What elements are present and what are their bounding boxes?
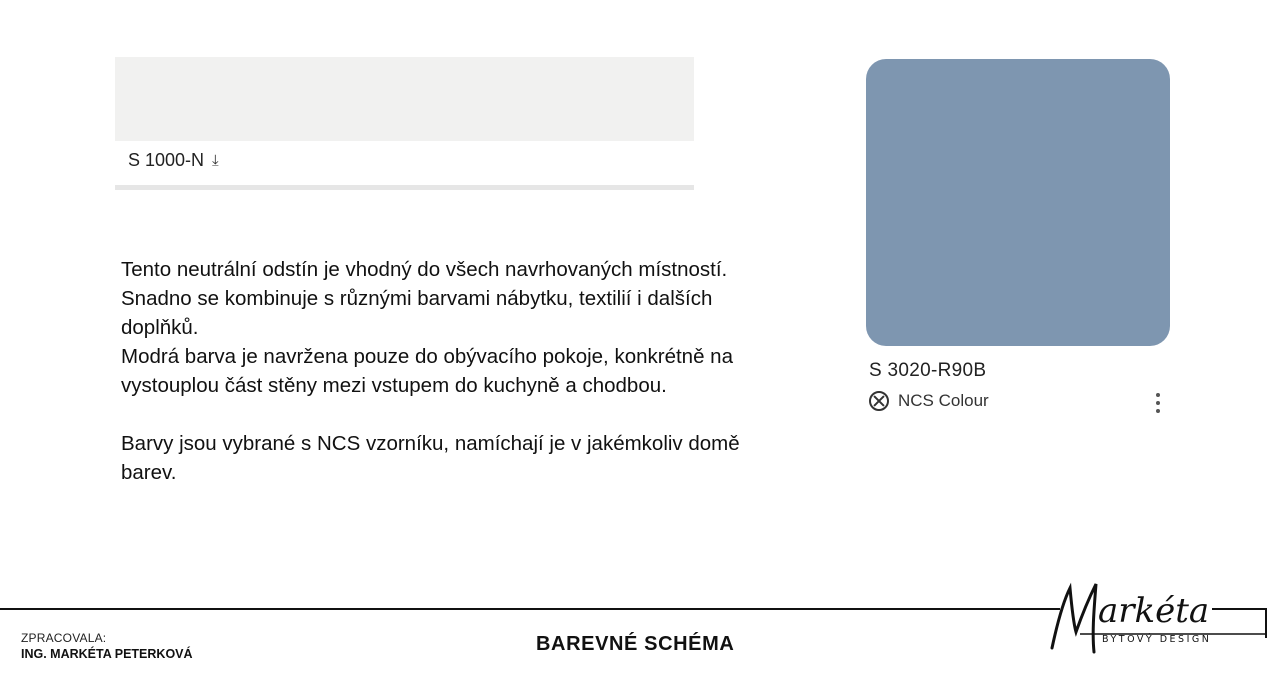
brand-logo — [1040, 570, 1270, 670]
swatch-s1000n-label[interactable] — [128, 150, 219, 171]
footer-divider — [0, 608, 1060, 610]
page-title: BAREVNÉ SCHÉMA — [536, 633, 735, 655]
ncs-logo-icon — [869, 391, 889, 411]
swatch-s1000n-code: S 1000-N — [128, 150, 205, 170]
author-name: ING. MARKÉTA PETERKOVÁ — [21, 647, 193, 661]
svg-text:arkéta: arkéta — [1098, 591, 1210, 631]
ncs-source-label: NCS Colour — [898, 391, 989, 410]
note-line: Barvy jsou vybrané s NCS vzorníku, namíchají je v jakémkoliv domě — [121, 432, 740, 455]
swatch-s3020-r90b-code: S 3020-R90B — [869, 360, 987, 381]
description-line: Snadno se kombinuje s různými barvami nábytku, textilií i dalších — [121, 287, 713, 310]
note-line: barev. — [121, 461, 177, 484]
description-line: vystouplou část stěny mezi vstupem do kuchyně a chodbou. — [121, 374, 667, 397]
description-line: Modrá barva je navržena pouze do obývacího pokoje, konkrétně na — [121, 345, 733, 368]
description-line: Tento neutrální odstín je vhodný do všech navrhovaných místností. — [121, 258, 728, 281]
swatch-divider — [115, 185, 694, 190]
author-label: ZPRACOVALA: — [21, 631, 107, 645]
description-text — [121, 255, 821, 487]
swatch-s1000n — [115, 57, 694, 141]
description-line: doplňků. — [121, 316, 199, 339]
ncs-source[interactable] — [869, 391, 989, 411]
svg-text:BYTOVÝ DESIGN: BYTOVÝ DESIGN — [1102, 634, 1212, 645]
swatch-s3020-r90b[interactable] — [866, 59, 1170, 346]
download-icon[interactable]: ⤓ — [212, 152, 219, 169]
more-vertical-icon[interactable] — [1150, 393, 1166, 413]
